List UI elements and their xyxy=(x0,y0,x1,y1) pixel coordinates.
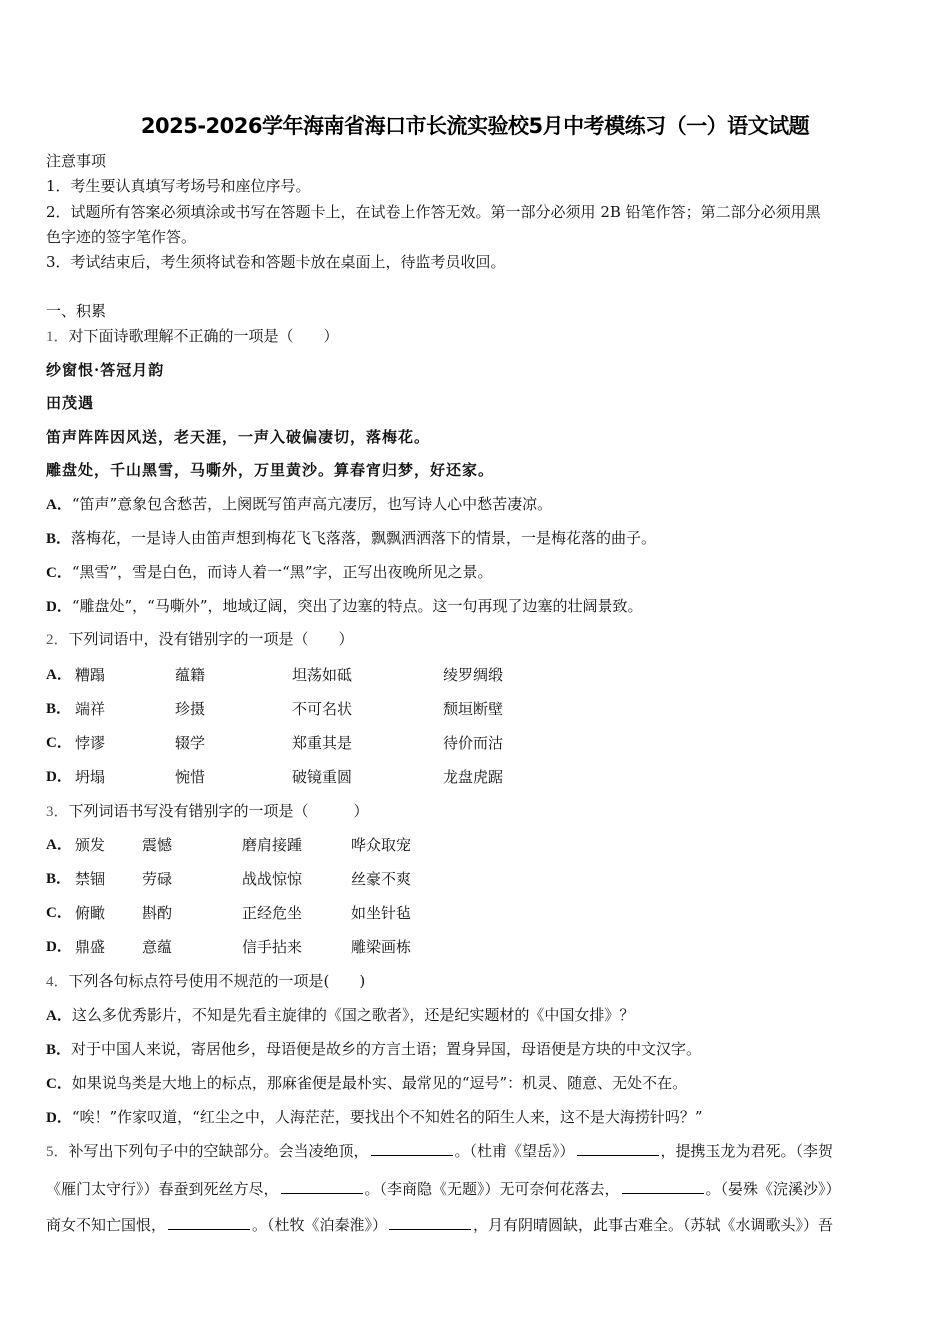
option-text: “雕盘处”，“马嘶外”，地域辽阔，突出了边塞的特点。这一句再现了边塞的壮阔景致。 xyxy=(71,597,643,615)
question-number: 3． xyxy=(46,804,69,820)
option-word: 珍摄 xyxy=(175,700,206,718)
notice-item-1: 1．考生要认真填写考场号和座位序号。 xyxy=(46,177,311,195)
option-word: 战战惊惊 xyxy=(242,870,303,888)
option-word: 雕梁画栋 xyxy=(351,938,412,956)
q1-option-b xyxy=(46,528,656,549)
option-word: 郑重其是 xyxy=(292,734,353,752)
fill-blank[interactable] xyxy=(168,1215,250,1230)
option-text: 这么多优秀影片，不知是先看主旋律的《国之歌者》，还是纪实题材的《中国女排》？ xyxy=(71,1006,635,1024)
option-text: “唉！”作家叹道，“红尘之中，人海茫茫，要找出个不知姓名的陌生人来，这不是大海捞针吗？” xyxy=(71,1108,703,1126)
option-word: 磨肩接踵 xyxy=(242,836,303,854)
option-text: “笛声”意象包含愁苦，上阕既写笛声高亢凄厉，也写诗人心中愁苦凄凉。 xyxy=(71,495,553,513)
option-text: “黑雪”，雪是白色，而诗人着一“黑”字，正写出夜晚所见之景。 xyxy=(71,563,493,581)
question-5-line-1 xyxy=(46,1141,833,1162)
question-text: 下列各句标点符号使用不规范的一项是( ) xyxy=(68,972,366,990)
option-letter: B． xyxy=(46,531,72,547)
fill-blank[interactable] xyxy=(622,1179,704,1194)
option-word: 坦荡如砥 xyxy=(292,666,353,684)
notice-item-2-cont: 色字迹的签字笔作答。 xyxy=(46,228,197,246)
fill-blank[interactable] xyxy=(577,1141,659,1156)
option-word: 龙盘虎踞 xyxy=(443,768,504,786)
option-word: 鼎盛 xyxy=(75,938,106,956)
option-word: 哗众取宠 xyxy=(351,836,412,854)
q4-option-b xyxy=(46,1039,701,1060)
option-word: 斟酌 xyxy=(142,904,173,922)
question-text: 对下面诗歌理解不正确的一项是（ ） xyxy=(68,327,339,345)
option-word: 颓垣断壁 xyxy=(443,700,504,718)
option-word: 蕴籍 xyxy=(175,666,206,684)
option-word: 禁锢 xyxy=(75,870,106,888)
question-text: 下列词语中，没有错别字的一项是（ ） xyxy=(68,630,354,648)
q4-option-a xyxy=(46,1005,634,1026)
poem-line-1: 笛声阵阵因风送，老天涯，一声入破偏凄切，落梅花。 xyxy=(46,428,431,446)
option-letter: A． xyxy=(46,667,72,683)
fill-blank[interactable] xyxy=(389,1215,471,1230)
question-5-line-2 xyxy=(46,1179,841,1199)
question-number: 5． xyxy=(46,1144,69,1160)
option-letter: C． xyxy=(46,1076,72,1092)
option-text: 落梅花，一是诗人由笛声想到梅花飞飞落落，飘飘洒洒落下的情景，一是梅花落的曲子。 xyxy=(71,529,657,547)
poem-line-2: 雕盘处，千山黑雪，马嘶外，万里黄沙。算春宵归梦，好还家。 xyxy=(46,461,495,479)
option-letter: C． xyxy=(46,735,72,751)
option-word: 意蕴 xyxy=(142,938,173,956)
option-word: 信手拈来 xyxy=(242,938,303,956)
q1-option-d xyxy=(46,596,643,617)
option-text: 对于中国人来说，寄居他乡，母语便是故乡的方言土语；置身异国，母语便是方块的中文汉字。 xyxy=(71,1040,702,1058)
question-number: 1． xyxy=(46,329,69,345)
option-word: 不可名状 xyxy=(292,700,353,718)
poem-title: 纱窗恨·答冠月韵 xyxy=(46,361,165,379)
page-title: 2025-2026学年海南省海口市长流实验校5月中考模练习（一）语文试题 xyxy=(140,114,810,138)
option-word: 糟蹋 xyxy=(75,666,106,684)
q1-option-c xyxy=(46,562,493,583)
question-text: 。（杜牧《泊秦淮》） xyxy=(252,1216,388,1234)
option-word: 丝豪不爽 xyxy=(351,870,412,888)
option-word: 悖谬 xyxy=(75,734,106,752)
section-heading: 一、积累 xyxy=(46,302,107,320)
fill-blank[interactable] xyxy=(281,1179,363,1194)
question-text: ，月有阴晴圆缺，此事古难全。（苏轼《水调歌头》）吾 xyxy=(473,1216,834,1234)
question-text: 。（李商隐《无题》）无可奈何花落去， xyxy=(364,1180,620,1198)
option-letter: A． xyxy=(46,497,72,513)
option-letter: C． xyxy=(46,565,72,581)
option-letter: A． xyxy=(46,1008,72,1024)
option-word: 正经危坐 xyxy=(242,904,303,922)
option-letter: B． xyxy=(46,871,72,887)
option-word: 待价而沽 xyxy=(443,734,504,752)
question-number: 2． xyxy=(46,632,69,648)
option-letter: A． xyxy=(46,837,72,853)
question-text: 《雁门太守行》）春蚕到死丝方尽， xyxy=(46,1180,279,1198)
option-word: 破镜重圆 xyxy=(292,768,353,786)
question-5-line-3 xyxy=(46,1215,833,1235)
option-letter: C． xyxy=(46,905,72,921)
question-3-stem xyxy=(46,801,369,822)
option-word: 俯瞰 xyxy=(75,904,106,922)
option-letter: D． xyxy=(46,939,72,955)
question-text: ，提携玉龙为君死。（李贺 xyxy=(660,1142,834,1160)
option-text: 如果说鸟类是大地上的标点，那麻雀便是最朴实、最常见的“逗号”：机灵、随意、无处不在。 xyxy=(71,1074,688,1092)
option-word: 如坐针毡 xyxy=(351,904,412,922)
question-4-stem xyxy=(46,971,365,992)
option-word: 端祥 xyxy=(75,700,106,718)
option-word: 惋惜 xyxy=(175,768,206,786)
fill-blank[interactable] xyxy=(371,1141,453,1156)
notice-item-2: 2．试题所有答案必须填涂或书写在答题卡上，在试卷上作答无效。第一部分必须用 2B 铅笔作答；第二部分必须用黑 xyxy=(46,203,821,221)
question-text: 补写出下列句子中的空缺部分。会当凌绝顶， xyxy=(68,1142,369,1160)
option-word: 绫罗绸缎 xyxy=(443,666,504,684)
option-letter: B． xyxy=(46,701,72,717)
option-letter: B． xyxy=(46,1042,72,1058)
poem-author: 田茂遇 xyxy=(46,394,95,412)
q4-option-c xyxy=(46,1073,687,1094)
question-number: 4． xyxy=(46,974,69,990)
question-1-stem xyxy=(46,326,339,347)
question-text: 。（杜甫《望岳》） xyxy=(454,1142,575,1160)
option-word: 颁发 xyxy=(75,836,106,854)
option-word: 坍塌 xyxy=(75,768,106,786)
q4-option-d xyxy=(46,1107,703,1128)
option-word: 震憾 xyxy=(142,836,173,854)
option-word: 辍学 xyxy=(175,734,206,752)
option-letter: D． xyxy=(46,1110,72,1126)
question-2-stem xyxy=(46,629,354,650)
question-text: 。（晏殊《浣溪沙》） xyxy=(705,1180,841,1198)
notice-item-3: 3．考试结束后，考生须将试卷和答题卡放在桌面上，待监考员收回。 xyxy=(46,253,506,271)
question-text: 商女不知亡国恨， xyxy=(46,1216,167,1234)
question-text: 下列词语书写没有错别字的一项是（ ） xyxy=(68,802,369,820)
notice-heading: 注意事项 xyxy=(46,152,107,170)
option-letter: D． xyxy=(46,599,72,615)
q1-option-a xyxy=(46,494,552,515)
option-word: 劳碌 xyxy=(142,870,173,888)
option-letter: D． xyxy=(46,769,72,785)
